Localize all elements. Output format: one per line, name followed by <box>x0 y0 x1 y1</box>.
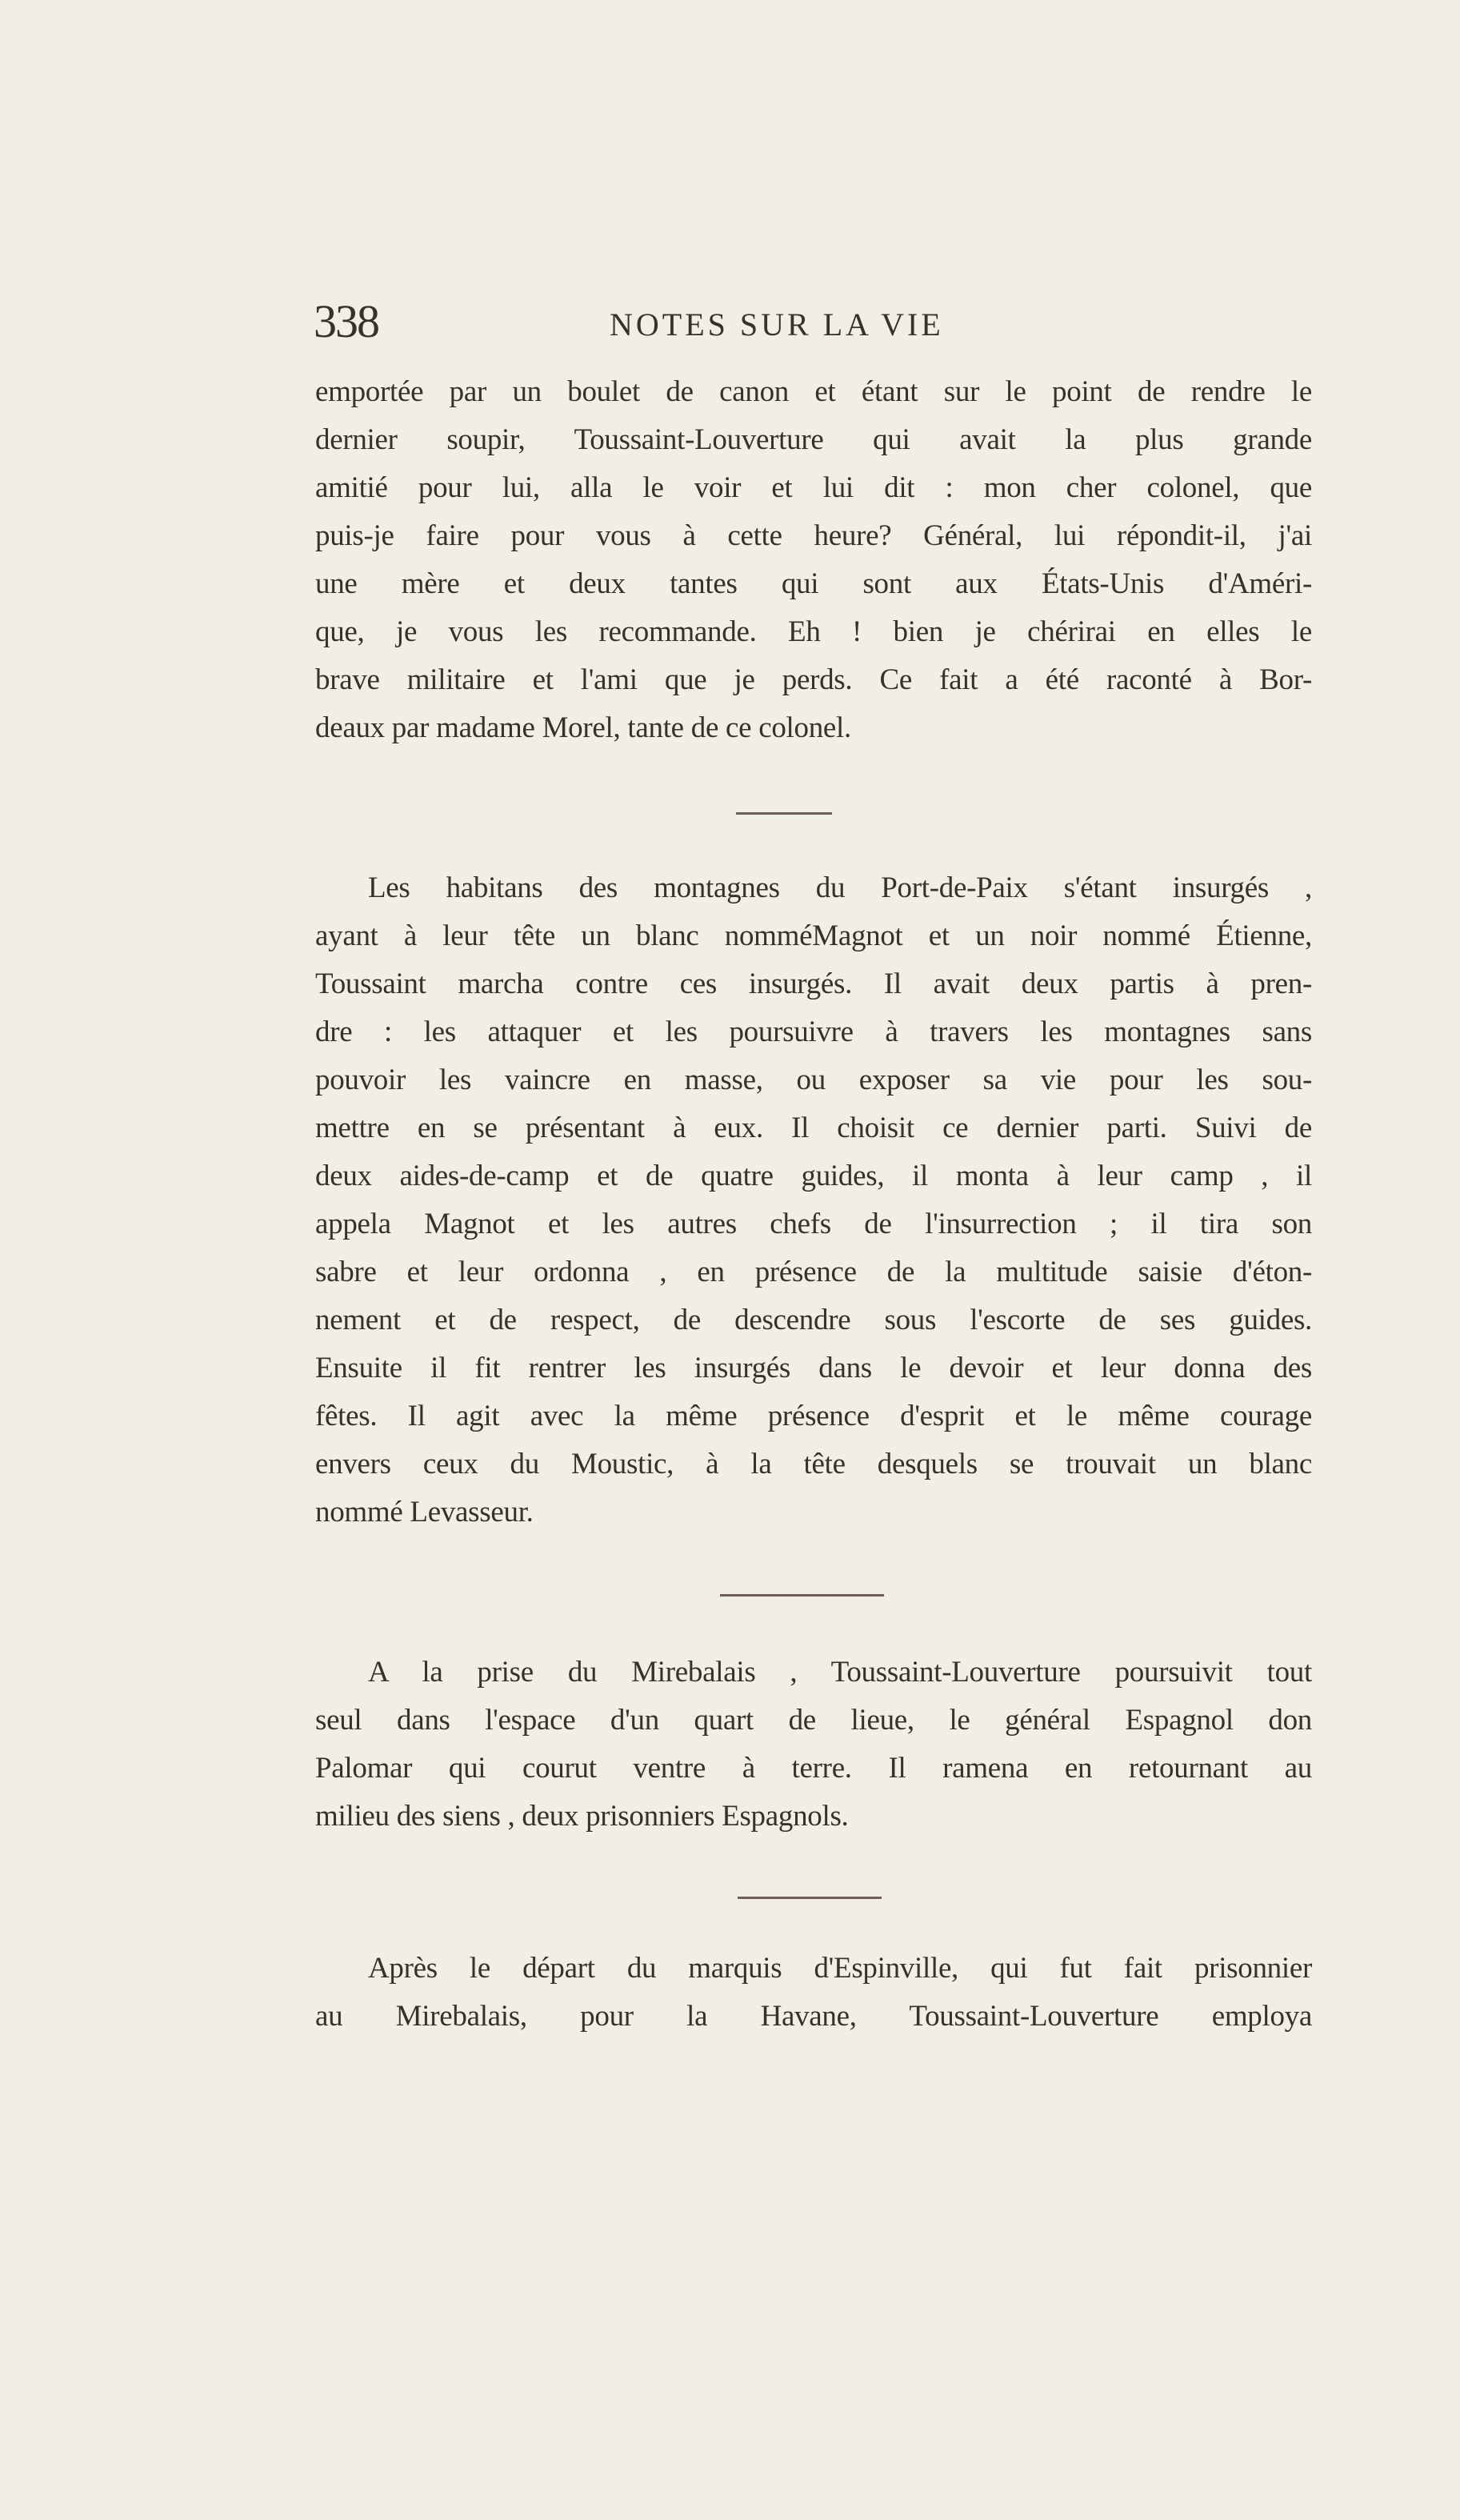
text-line: deaux par madame Morel, tante de ce colonel. <box>315 711 851 744</box>
text-line: au Mirebalais, pour la Havane, Toussaint-Louverture employa <box>315 2000 1312 2033</box>
section-divider <box>736 812 832 815</box>
text-line: Palomar qui courut ventre à terre. Il ramena en retournant au <box>315 1752 1312 1785</box>
paragraph-1 <box>315 368 1312 752</box>
text-line: pouvoir les vaincre en masse, ou exposer sa vie pour les sou- <box>315 1064 1312 1096</box>
text-line: appela Magnot et les autres chefs de l'insurrection ; il tira son <box>315 1208 1312 1240</box>
text-line: Ensuite il fit rentrer les insurgés dans le devoir et leur donna des <box>315 1352 1312 1384</box>
text-line: une mère et deux tantes qui sont aux États-Unis d'Améri- <box>315 567 1312 600</box>
section-divider <box>720 1594 884 1597</box>
text-line: nommé Levasseur. <box>315 1496 534 1528</box>
text-line: deux aides-de-camp et de quatre guides, il monta à leur camp , il <box>315 1160 1312 1192</box>
text-line: Les habitans des montagnes du Port-de-Paix s'étant insurgés , <box>368 871 1312 904</box>
text-line: envers ceux du Moustic, à la tête desquels se trouvait un blanc <box>315 1448 1312 1480</box>
text-line: dernier soupir, Toussaint-Louverture qui avait la plus grande <box>315 423 1312 456</box>
paragraph-3 <box>315 1649 1312 1841</box>
text-line: emportée par un boulet de canon et étant sur le point de rendre le <box>315 375 1312 408</box>
section-divider <box>738 1897 882 1899</box>
paragraph-2 <box>315 864 1312 1536</box>
running-title: NOTES SUR LA VIE <box>610 306 944 343</box>
text-line: brave militaire et l'ami que je perds. Ce fait a été raconté à Bor- <box>315 663 1312 696</box>
text-line: sabre et leur ordonna , en présence de la multitude saisie d'éton- <box>315 1256 1312 1288</box>
text-line: ayant à leur tête un blanc nomméMagnot et un noir nommé Étienne, <box>315 919 1312 952</box>
text-line: nement et de respect, de descendre sous l'escorte de ses guides. <box>315 1304 1312 1336</box>
text-line: amitié pour lui, alla le voir et lui dit : mon cher colonel, que <box>315 471 1312 504</box>
text-line: que, je vous les recommande. Eh ! bien je chérirai en elles le <box>315 615 1312 648</box>
text-line: dre : les attaquer et les poursuivre à travers les montagnes sans <box>315 1016 1312 1048</box>
text-line: A la prise du Mirebalais , Toussaint-Louverture poursuivit tout <box>368 1656 1312 1689</box>
text-line: fêtes. Il agit avec la même présence d'esprit et le même courage <box>315 1400 1312 1432</box>
text-line: milieu des siens , deux prisonniers Espagnols. <box>315 1800 849 1833</box>
running-header <box>314 294 1314 351</box>
text-line: puis-je faire pour vous à cette heure? Général, lui répondit-il, j'ai <box>315 519 1312 552</box>
page-number: 338 <box>314 295 378 347</box>
text-line: seul dans l'espace d'un quart de lieue, le général Espagnol don <box>315 1704 1312 1737</box>
text-line: mettre en se présentant à eux. Il choisit ce dernier parti. Suivi de <box>315 1112 1312 1144</box>
paragraph-4 <box>315 1945 1312 2041</box>
text-line: Toussaint marcha contre ces insurgés. Il avait deux partis à pren- <box>315 968 1312 1000</box>
text-line: Après le départ du marquis d'Espinville, qui fut fait prisonnier <box>368 1952 1312 1985</box>
